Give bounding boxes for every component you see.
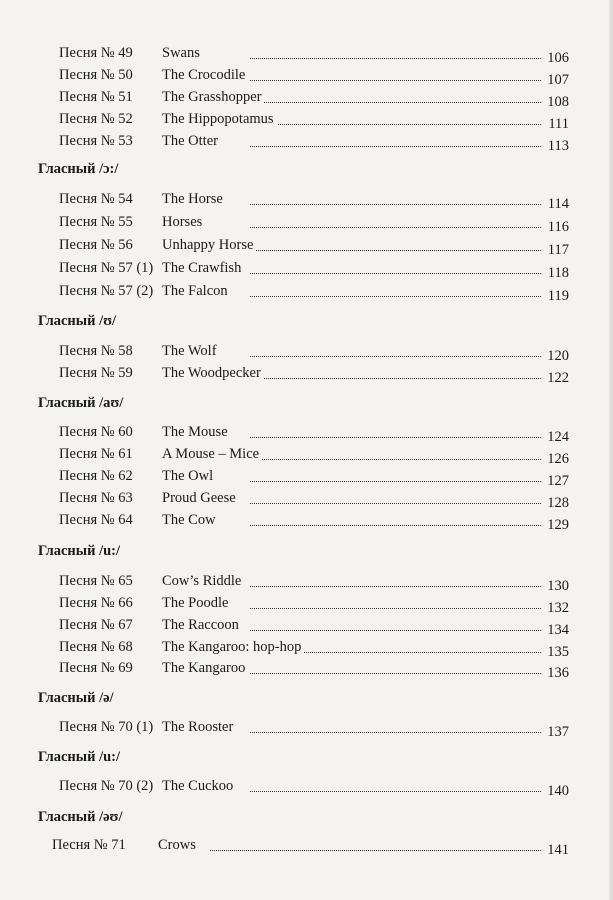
toc-row	[0, 188, 613, 210]
song-number: Песня № 63	[59, 490, 133, 506]
page-number: 122	[544, 367, 569, 389]
song-title: A Mouse – Mice	[162, 443, 262, 465]
song-number: Песня № 50	[59, 67, 133, 83]
dot-leader	[250, 48, 541, 59]
toc-row	[0, 636, 613, 658]
page-number: 106	[544, 47, 569, 69]
song-title: The Crocodile	[162, 64, 248, 86]
dot-leader	[250, 217, 541, 228]
toc-row	[0, 487, 613, 509]
dot-leader	[250, 70, 541, 81]
song-title: The Mouse	[162, 421, 231, 443]
page-number: 126	[544, 448, 569, 470]
song-title: The Woodpecker	[162, 362, 264, 384]
page-number: 127	[544, 470, 569, 492]
song-title: The Cuckoo	[162, 775, 236, 797]
dot-leader	[250, 286, 541, 297]
toc-row	[0, 234, 613, 256]
toc-row	[0, 362, 613, 384]
song-number: Песня № 64	[59, 512, 133, 528]
toc-row	[0, 465, 613, 487]
song-number: Песня № 54	[59, 191, 133, 207]
page-number: 134	[544, 619, 569, 641]
toc-row	[0, 509, 613, 531]
song-title: The Raccoon	[162, 614, 242, 636]
song-number: Песня № 56	[59, 237, 133, 253]
song-number: Песня № 70 (1)	[59, 719, 154, 735]
section-heading: Гласный /ə/	[38, 690, 114, 706]
song-number: Песня № 71	[52, 837, 126, 853]
song-number: Песня № 62	[59, 468, 133, 484]
section-heading: Гласный /əʊ/	[38, 809, 123, 825]
toc-row	[0, 834, 613, 856]
song-title: Cow’s Riddle	[162, 570, 244, 592]
page-number: 135	[544, 641, 569, 663]
page-number: 119	[545, 285, 569, 307]
section-heading: Гласный /u:/	[38, 749, 121, 765]
toc-row	[0, 716, 613, 738]
toc-row	[0, 211, 613, 233]
page-number: 137	[544, 721, 569, 743]
toc-row	[0, 592, 613, 614]
toc-row	[0, 775, 613, 797]
dot-leader	[250, 663, 541, 674]
dot-leader	[250, 92, 541, 103]
dot-leader	[250, 449, 541, 460]
page-number: 124	[544, 426, 569, 448]
song-number: Песня № 61	[59, 446, 133, 462]
page-edge	[609, 0, 613, 900]
page-number: 113	[545, 135, 569, 157]
song-title: The Kangaroo: hop-hop	[162, 636, 304, 658]
toc-row	[0, 614, 613, 636]
section-heading: Гласный /ʊ/	[38, 313, 117, 329]
song-title: The Grasshopper	[162, 86, 264, 108]
song-number: Песня № 68	[59, 639, 133, 655]
toc-row	[0, 340, 613, 362]
song-title: The Rooster	[162, 716, 236, 738]
page-number: 130	[544, 575, 569, 597]
song-title: The Crawfish	[162, 257, 244, 279]
song-number: Песня № 59	[59, 365, 133, 381]
dot-leader	[250, 136, 541, 147]
song-number: Песня № 69	[59, 660, 133, 676]
song-number: Песня № 66	[59, 595, 133, 611]
page-number: 128	[544, 492, 569, 514]
song-number: Песня № 53	[59, 133, 133, 149]
song-title: Proud Geese	[162, 487, 239, 509]
dot-leader	[250, 427, 541, 438]
song-number: Песня № 57 (2)	[59, 283, 154, 299]
dot-leader	[250, 240, 541, 251]
page-number: 108	[544, 91, 569, 113]
toc-row	[0, 42, 613, 64]
song-number: Песня № 52	[59, 111, 133, 127]
dot-leader	[250, 576, 541, 587]
song-title: Horses	[162, 211, 205, 233]
song-number: Песня № 49	[59, 45, 133, 61]
dot-leader	[250, 620, 541, 631]
song-title: The Otter	[162, 130, 221, 152]
dot-leader	[250, 194, 541, 205]
song-number: Песня № 60	[59, 424, 133, 440]
dot-leader	[250, 598, 541, 609]
toc-row	[0, 421, 613, 443]
section-heading: Гласный /u:/	[38, 543, 121, 559]
song-number: Песня № 67	[59, 617, 133, 633]
song-title: The Falcon	[162, 280, 231, 302]
toc-row	[0, 257, 613, 279]
page-number: 132	[544, 597, 569, 619]
dot-leader	[210, 840, 541, 851]
section-heading: Гласный /aʊ/	[38, 395, 124, 411]
toc-row	[0, 443, 613, 465]
page-number: 117	[545, 239, 569, 261]
song-number: Песня № 70 (2)	[59, 778, 154, 794]
song-title: Unhappy Horse	[162, 234, 256, 256]
toc-row	[0, 64, 613, 86]
song-title: The Cow	[162, 509, 219, 531]
page-number: 129	[544, 514, 569, 536]
song-title: Swans	[162, 42, 203, 64]
song-title: The Hippopotamus	[162, 108, 277, 130]
dot-leader	[250, 515, 541, 526]
dot-leader	[250, 493, 541, 504]
dot-leader	[250, 722, 541, 733]
page-number: 140	[544, 780, 569, 802]
toc-row	[0, 86, 613, 108]
song-title: The Poodle	[162, 592, 231, 614]
dot-leader	[250, 368, 541, 379]
song-title: The Wolf	[162, 340, 220, 362]
dot-leader	[250, 471, 541, 482]
page-number: 120	[544, 345, 569, 367]
song-number: Песня № 58	[59, 343, 133, 359]
song-number: Песня № 57 (1)	[59, 260, 154, 276]
song-number: Песня № 65	[59, 573, 133, 589]
song-title: The Horse	[162, 188, 226, 210]
song-title: Crows	[158, 834, 199, 856]
dot-leader	[250, 114, 541, 125]
page-number: 141	[544, 839, 569, 861]
toc-row	[0, 280, 613, 302]
page-number: 107	[544, 69, 569, 91]
page-number: 136	[544, 662, 569, 684]
page-number: 118	[545, 262, 569, 284]
toc-row	[0, 657, 613, 679]
dot-leader	[250, 781, 541, 792]
song-title: The Kangaroo	[162, 657, 248, 679]
song-number: Песня № 51	[59, 89, 133, 105]
section-heading: Гласный /ɔ:/	[38, 161, 119, 177]
page-number: 111	[545, 113, 569, 135]
page-number: 116	[545, 216, 569, 238]
toc-row	[0, 130, 613, 152]
song-title: The Owl	[162, 465, 216, 487]
page-number: 114	[545, 193, 569, 215]
song-number: Песня № 55	[59, 214, 133, 230]
dot-leader	[250, 346, 541, 357]
dot-leader	[250, 263, 541, 274]
toc-row	[0, 570, 613, 592]
toc-row	[0, 108, 613, 130]
